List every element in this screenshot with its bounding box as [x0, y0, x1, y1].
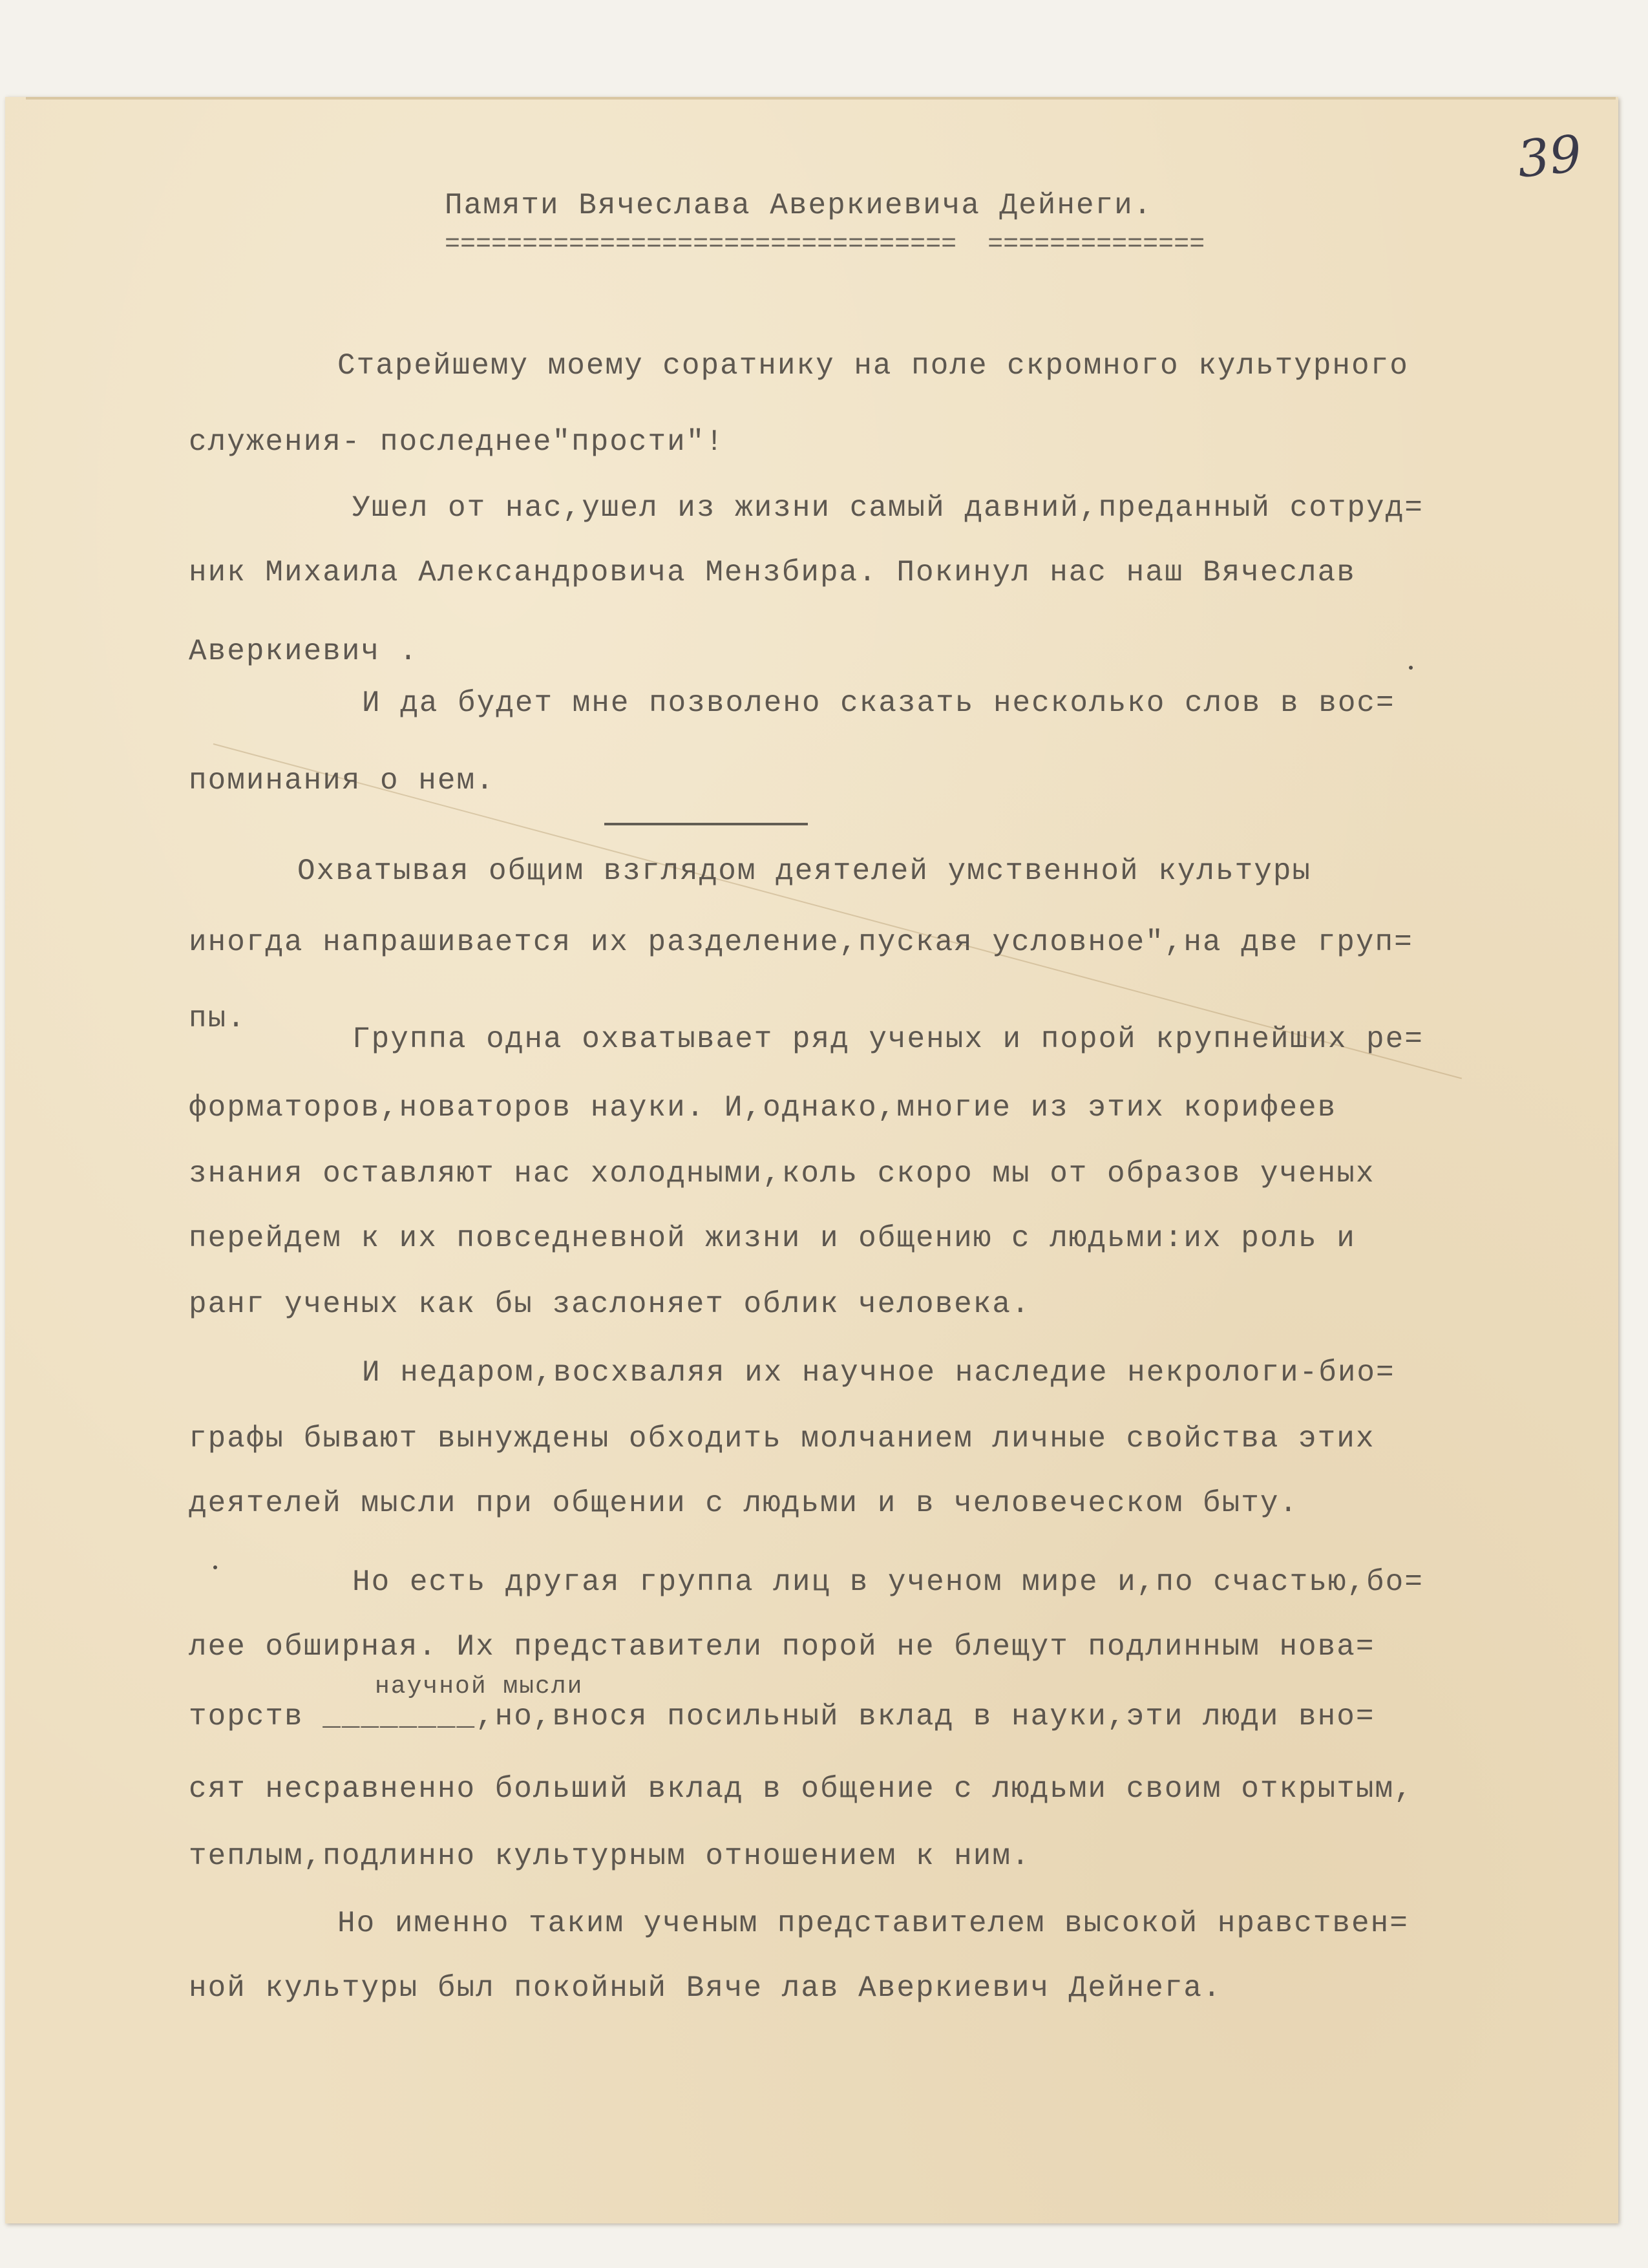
body-line: лее обширная. Их представители порой не блещут подлинным нова=	[189, 1630, 1375, 1664]
document-title: Памяти Вячеслава Аверкиевича Дейнеги.	[445, 189, 1153, 222]
body-line: Старейшему моему соратнику на поле скромного культурного	[337, 349, 1409, 383]
body-line: перейдем к их повседневной жизни и общению с людьми:их роль и	[189, 1222, 1356, 1255]
section-separator	[604, 823, 808, 825]
typed-insertion: научной мысли	[375, 1673, 584, 1701]
body-line: знания оставляют нас холодными,коль скоро мы от образов ученых	[189, 1157, 1375, 1191]
body-line: Ушел от нас,ушел из жизни самый давний,преданный сотруд=	[352, 491, 1424, 525]
body-line: ник Михаила Александровича Мензбира. Покинул нас наш Вячеслав	[189, 556, 1356, 589]
body-line: Охватывая общим взглядом деятелей умственной культуры	[297, 854, 1312, 888]
ink-speck	[1409, 666, 1413, 670]
body-line: сят несравненно больший вклад в общение с людьми своим открытым,	[189, 1772, 1413, 1806]
body-line: иногда напрашивается их разделение,пуская условное",на две груп=	[189, 926, 1413, 959]
body-line: деятелей мысли при общении с людьми и в человеческом быту.	[189, 1487, 1299, 1520]
ink-speck	[213, 1565, 217, 1569]
body-line: пы.	[189, 1002, 246, 1035]
body-line: Но есть другая группа лиц в ученом мире и,по счастью,бо=	[352, 1565, 1424, 1599]
body-line: И да будет мне позволено сказать несколько слов в вос=	[362, 686, 1395, 720]
body-line: графы бывают вынуждены обходить молчанием личные свойства этих	[189, 1422, 1375, 1456]
handwritten-page-number: 39	[1514, 125, 1585, 189]
body-line: форматоров,новаторов науки. И,однако,многие из этих корифеев	[189, 1091, 1337, 1125]
body-line: торств ________,но,внося посильный вклад в науки,эти люди вно=	[189, 1700, 1375, 1733]
title-underline: ================================= ==============	[445, 230, 1205, 259]
body-line: ранг ученых как бы заслоняет облик человека.	[189, 1288, 1031, 1321]
body-line: Аверкиевич .	[189, 635, 419, 668]
body-line: поминания о нем.	[189, 764, 495, 798]
page-top-edge	[26, 97, 1616, 100]
body-line: служения- последнее"прости"!	[189, 425, 724, 459]
body-line: Группа одна охватывает ряд ученых и порой крупнейших ре=	[352, 1023, 1424, 1056]
body-line: И недаром,восхваляя их научное наследие некрологи-био=	[362, 1356, 1395, 1390]
body-line: теплым,подлинно культурным отношением к ним.	[189, 1839, 1031, 1873]
body-line: ной культуры был покойный Вяче лав Аверкиевич Дейнега.	[189, 1971, 1222, 2005]
body-line: Но именно таким ученым представителем высокой нравствен=	[337, 1907, 1409, 1940]
